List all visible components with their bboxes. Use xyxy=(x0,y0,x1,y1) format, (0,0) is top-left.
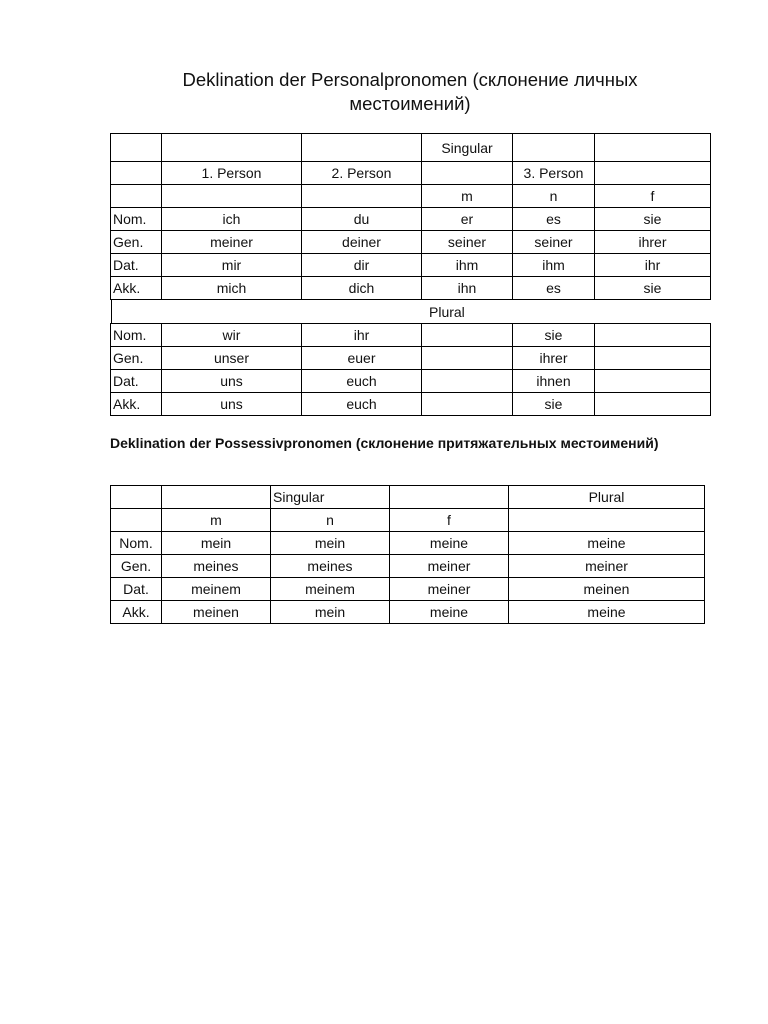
page-title: Deklination der Personalpronomen (склонение личных местоимений) xyxy=(182,69,638,114)
table-cell: meiner xyxy=(162,231,302,254)
person-2-header: 2. Person xyxy=(302,162,422,185)
table-cell: mein xyxy=(271,601,390,624)
gender-f-header: f xyxy=(595,185,711,208)
possessive-pronoun-table xyxy=(110,485,705,624)
gender-header-row xyxy=(111,185,711,208)
table-cell xyxy=(513,134,595,162)
table-cell xyxy=(595,324,711,347)
table-cell: meinem xyxy=(271,578,390,601)
gender-n-header: n xyxy=(271,509,390,532)
table-row xyxy=(111,208,711,231)
table-cell: meines xyxy=(162,555,271,578)
gender-f-header: f xyxy=(390,509,509,532)
case-label: Gen. xyxy=(111,347,162,370)
table-cell xyxy=(509,509,705,532)
person-header-row xyxy=(111,162,711,185)
table-cell xyxy=(595,347,711,370)
table-cell: ich xyxy=(162,208,302,231)
table-cell: du xyxy=(302,208,422,231)
table-cell: meines xyxy=(271,555,390,578)
table-cell: euch xyxy=(302,370,422,393)
gender-n-header: n xyxy=(513,185,595,208)
table-row xyxy=(111,277,711,300)
table-cell: meine xyxy=(509,601,705,624)
table-cell xyxy=(302,134,422,162)
case-label: Dat. xyxy=(111,370,162,393)
table-cell: dich xyxy=(302,277,422,300)
table-cell: ihm xyxy=(422,254,513,277)
table-cell: seiner xyxy=(513,231,595,254)
table-row xyxy=(111,347,711,370)
plural-header-band xyxy=(111,300,711,324)
case-label: Dat. xyxy=(111,578,162,601)
table-cell xyxy=(309,300,429,323)
table-cell: sie xyxy=(513,324,595,347)
table-cell xyxy=(601,300,711,323)
table-cell xyxy=(422,370,513,393)
table-cell: sie xyxy=(513,393,595,416)
table-cell: er xyxy=(422,208,513,231)
table-cell: sie xyxy=(595,208,711,231)
table-cell: mir xyxy=(162,254,302,277)
table-cell: ihm xyxy=(513,254,595,277)
table-cell: ihn xyxy=(422,277,513,300)
case-label: Akk. xyxy=(111,393,162,416)
table-cell xyxy=(595,134,711,162)
case-label: Nom. xyxy=(111,532,162,555)
table-row xyxy=(111,254,711,277)
table-cell: meiner xyxy=(390,578,509,601)
table-row xyxy=(111,532,705,555)
plural-header-row xyxy=(111,300,711,324)
table-cell xyxy=(111,486,162,509)
table-row xyxy=(111,370,711,393)
table-cell xyxy=(422,393,513,416)
section-heading: Deklination der Possessivpronomen (склонение притяжательных местоимений) xyxy=(110,435,659,451)
table-cell xyxy=(302,185,422,208)
case-label: Nom. xyxy=(111,208,162,231)
table-cell xyxy=(422,162,513,185)
table-cell: meine xyxy=(509,532,705,555)
table-cell: ihr xyxy=(595,254,711,277)
table-row xyxy=(111,578,705,601)
table-cell: meine xyxy=(390,601,509,624)
table-row xyxy=(111,324,711,347)
case-label: Nom. xyxy=(111,324,162,347)
table-cell: meinen xyxy=(162,601,271,624)
table-cell: es xyxy=(513,277,595,300)
table-cell: meiner xyxy=(509,555,705,578)
case-label: Gen. xyxy=(111,231,162,254)
case-label: Dat. xyxy=(111,254,162,277)
table-cell: seiner xyxy=(422,231,513,254)
table-cell: es xyxy=(513,208,595,231)
gender-m-header: m xyxy=(162,509,271,532)
table-cell: mein xyxy=(162,532,271,555)
table-cell xyxy=(111,134,162,162)
table-cell: unser xyxy=(162,347,302,370)
table-cell: ihr xyxy=(302,324,422,347)
gender-header-row xyxy=(111,509,705,532)
table-cell xyxy=(111,300,309,323)
personal-pronoun-table xyxy=(110,133,711,416)
table-cell: meine xyxy=(390,532,509,555)
gender-m-header: m xyxy=(422,185,513,208)
person-1-header: 1. Person xyxy=(162,162,302,185)
table-cell: euer xyxy=(302,347,422,370)
table-cell: uns xyxy=(162,370,302,393)
table-cell: mein xyxy=(271,532,390,555)
table-cell: dir xyxy=(302,254,422,277)
table-cell xyxy=(519,300,601,323)
table-cell: mich xyxy=(162,277,302,300)
table-header-row xyxy=(111,134,711,162)
table-cell: meiner xyxy=(390,555,509,578)
table-header-row xyxy=(111,486,705,509)
table-cell xyxy=(422,324,513,347)
table-row xyxy=(111,555,705,578)
table-cell: euch xyxy=(302,393,422,416)
singular-header: Singular xyxy=(422,134,513,162)
table-cell: meinen xyxy=(509,578,705,601)
table-row xyxy=(111,393,711,416)
plural-header: Plural xyxy=(509,486,705,509)
case-label: Akk. xyxy=(111,277,162,300)
case-label: Gen. xyxy=(111,555,162,578)
table-cell: sie xyxy=(595,277,711,300)
table-cell xyxy=(162,185,302,208)
table-cell: ihrer xyxy=(513,347,595,370)
singular-header: Singular xyxy=(271,486,390,509)
table-cell xyxy=(162,134,302,162)
table-row xyxy=(111,601,705,624)
table-cell: wir xyxy=(162,324,302,347)
table-cell xyxy=(595,162,711,185)
table-cell xyxy=(595,393,711,416)
table-cell xyxy=(595,370,711,393)
table-cell: uns xyxy=(162,393,302,416)
table-cell xyxy=(111,509,162,532)
plural-header-inner xyxy=(111,300,711,323)
table-cell xyxy=(111,162,162,185)
table-cell xyxy=(162,486,271,509)
table-cell: meinem xyxy=(162,578,271,601)
case-label: Akk. xyxy=(111,601,162,624)
table-row xyxy=(111,231,711,254)
table-cell: deiner xyxy=(302,231,422,254)
person-3-header: 3. Person xyxy=(513,162,595,185)
table-cell xyxy=(390,486,509,509)
plural-header: Plural xyxy=(429,303,465,320)
table-cell: ihrer xyxy=(595,231,711,254)
table-cell: ihnen xyxy=(513,370,595,393)
table-cell xyxy=(111,185,162,208)
table-cell xyxy=(422,347,513,370)
